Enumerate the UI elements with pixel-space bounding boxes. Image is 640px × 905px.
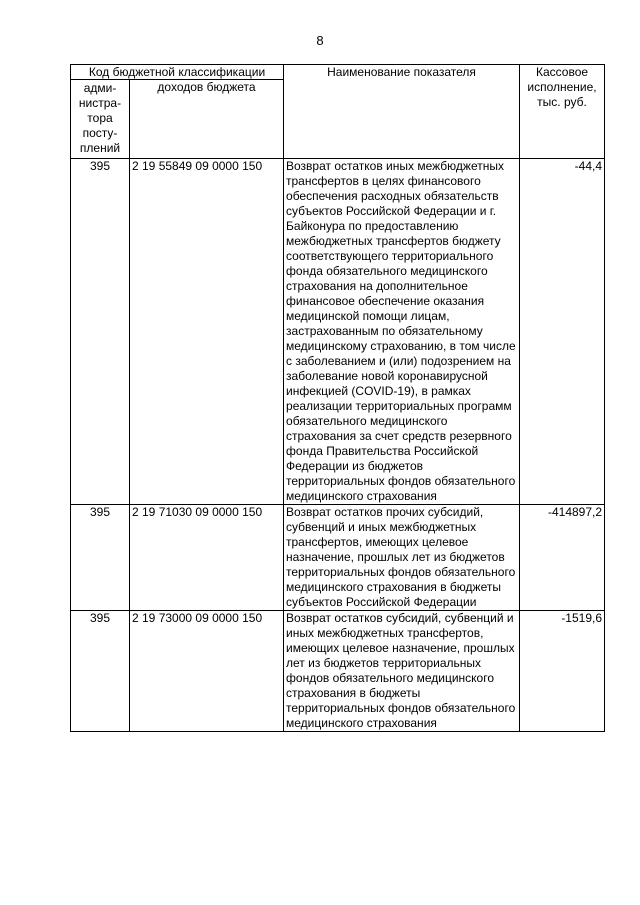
indicator-name: Возврат остатков прочих субсидий, субвенций и иных межбюджетных трансфертов, имеющих целевое назначение, прошлых лет из бюджетов территориальных фондов обязательного медицинского страхования в бюджеты субъектов Российской Федерации (284, 505, 520, 611)
cash-execution-amount: -414897,2 (520, 505, 605, 611)
page-number: 8 (316, 33, 324, 48)
indicator-name-header: Наименование показателя (284, 65, 520, 159)
cash-execution-amount: -44,4 (520, 159, 605, 505)
table-row (71, 505, 605, 611)
income-code: 2 19 71030 09 0000 150 (130, 505, 284, 611)
administrator-code: 395 (71, 159, 130, 505)
budget-income-header: доходов бюджета (130, 80, 284, 159)
cash-execution-amount: -1519,6 (520, 611, 605, 732)
budget-table (70, 64, 605, 732)
table-row (71, 159, 605, 505)
indicator-name: Возврат остатков субсидий, субвенций и иных межбюджетных трансфертов, имеющих целевое назначение, прошлых лет из бюджетов территориальных фондов обязательного медицинского страхования в бюджеты территориальных фондов обязательного медицинского страхования (284, 611, 520, 732)
income-code: 2 19 73000 09 0000 150 (130, 611, 284, 732)
table-row (71, 611, 605, 732)
administrator-code: 395 (71, 611, 130, 732)
table-body (71, 159, 605, 732)
administrator-code: 395 (71, 505, 130, 611)
income-code: 2 19 55849 09 0000 150 (130, 159, 284, 505)
indicator-name: Возврат остатков иных межбюджетных трансфертов в целях финансового обеспечения расходных обязательств субъектов Российской Федерации и г. Байконура по предоставлению межбюджетных трансфертов бюджету соответствующего территориального фонда обязательного медицинского страхования на дополнительное финансовое обеспечение оказания медицинской помощи лицам, застрахованным по обязательному медицинскому страхованию, в том числе с заболеванием и (или) подозрением на заболевание новой коронавирусной инфекцией (COVID-19), в рамках реализации территориальных программ обязательного медицинского страхования за счет средств резервного фонда Правительства Российской Федерации из бюджетов территориальных фондов обязательного медицинского страхования (284, 159, 520, 505)
cash-execution-header: Кассовое исполнение, тыс. руб. (520, 65, 605, 159)
budget-classification-header: Код бюджетной классификации (71, 65, 284, 80)
administrator-header: адми- нистра- тора посту- плений (71, 80, 130, 159)
table-header (71, 65, 605, 159)
